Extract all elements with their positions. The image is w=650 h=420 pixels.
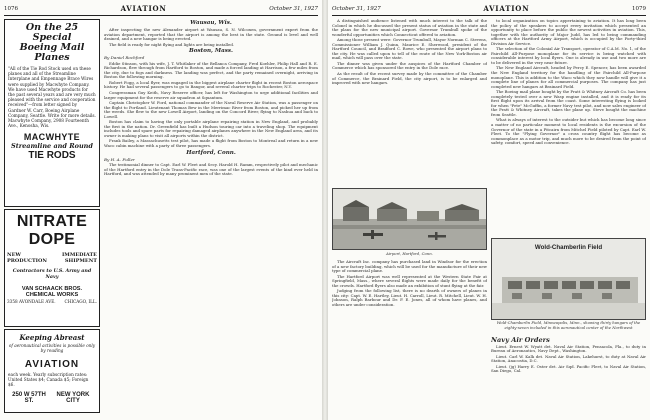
article-paragraph: Robert Fogg, a local flyer, was engaged in the biggest airplane charter flight in recent Boston aerospace history. He had several passengers to go to Bangor, and several charter trips to Rochester, N.Y. bbox=[104, 79, 318, 90]
right-magazine-title: AVIATION bbox=[483, 4, 530, 13]
subscription-ad bbox=[4, 329, 100, 413]
article-paragraph: Judging from the following list, there is no dearth of owners of planes in this city: Capt. W. E. Hartley, Lieut. H. Carroll, Lieut. R. Mitchell, Lieut. W. H. Johnson, Ralph Barbour and Dr. F. E. Jones, all of whom have planes, and others are under consideration. bbox=[332, 288, 487, 307]
macwhyte-brand: MACWHYTE bbox=[23, 132, 81, 143]
hartford-airport-photo bbox=[332, 188, 487, 250]
contractors-line: Contractors to U.S. Army and Navy bbox=[12, 268, 92, 280]
tie-rods-ad bbox=[4, 19, 100, 207]
right-column-2-top bbox=[491, 19, 646, 234]
aviation-street: 250 W 57TH ST. bbox=[12, 392, 46, 404]
keeping-abreast-headline: Keeping Abreast bbox=[19, 333, 85, 342]
nitrate-dope-row bbox=[7, 252, 97, 264]
left-header-rule bbox=[4, 15, 318, 16]
left-article-column bbox=[104, 19, 318, 417]
wold-chamberlin-title: Wold-Chamberlin Field bbox=[534, 244, 603, 251]
article-paragraph: As the result of the recent survey made by the committee of the Chamber of Commerce, the Brainard Field, the city airport, is to be enlarged and improved with new hangars. bbox=[332, 71, 487, 86]
subscription-rates: each week. Yearly subscription rates: United States $4; Canada $5; Foreign $6. bbox=[8, 372, 89, 387]
tie-rods-tagline: Streamline and Round bbox=[11, 142, 93, 151]
wold-chamberlin-photo bbox=[491, 238, 646, 320]
article-paragraph: A distinguished audience listened with much interest to the talk of the Colonel in which he discussed the present status of aviation in the state and the plans for the new municipal airport. Governor Trumbull spoke of the wonderful opportunities which Connecticut offered to aviation. bbox=[332, 19, 487, 37]
article-paragraph: Among those present were: Governor Trumbull, Mayor Norman C. Stevens, Commissioner William J. Quinn, Maurice E. Sherwood, president of the Hartford Council, and Bradford C. Rowe, who presented the airport plans to the city. He was called upon to tell of the route of the New York-Boston air mail, which will pass over the state. bbox=[332, 37, 487, 61]
article-paragraph: What is always of interest to the outsider but which has become long since a matter of no particular moment to local residents is the excursion of the Governor of the state in a Pitcairn from Mitchel Field piloted by Capt. Earl W. Fleet. To the "Flying Governor" a cross country flight has become as commonplace as a motor trip, and much more to be desired from the point of safety, comfort, speed and convenience. bbox=[491, 117, 646, 146]
article-paragraph: Boston has claim to having the only portable airplane repairing station in New England, and probably the first in the nation. Dr. Greenfield has built a Hudson touring car into a traveling shop. The equipment includes tools and spare parts for repairing damaged airplanes anywhere in the New England area, and its owner is making plans to visit all airports within the district. bbox=[104, 119, 318, 138]
article-paragraph: The New England Aircraft, headed by Percy E. Spencer, has been awarded the New England territory for the handling of the Fairchild All-Purpose monoplane. This is addition to the Waco which they now handle will give it a complete line of planes for all commercial purposes. The company has just completed new hangars at Brainard Field. bbox=[491, 65, 646, 89]
right-page-date: October 31, 1927 bbox=[332, 5, 381, 12]
left-page bbox=[0, 0, 322, 420]
byline-hartford: By H. A. Fuller bbox=[104, 156, 135, 162]
right-header-rule bbox=[332, 15, 646, 16]
article-paragraph: The Boeing mail plane bought by the Pratt & Whitney Aircraft Co. has been completely tested over a new Wasp engine installed, and it is ready for its first flight upon its arrival from the coast. Some interesting flying is looked for when "Pete" McGuffin, a former Navy test pilot, and now sales engineer of the Pratt & Whitney Aircraft, takes the plane up. Steve bought the machine from Seattle. bbox=[491, 89, 646, 117]
immediate-shipment-text: IMMEDIATE SHIPMENT bbox=[61, 252, 97, 264]
right-column-1-bottom bbox=[332, 260, 487, 417]
dateline-boston: Boston, Mass. bbox=[189, 48, 233, 55]
aviation-city: NEW YORK CITY bbox=[56, 392, 90, 404]
article-paragraph: Congressman Guy Keith, Navy Reserve officer, has left for Washington to urge additional facilities and larger equipment for the reserve air squadron at Squantum. bbox=[104, 90, 318, 100]
tie-rods-body: "All of the Tie Rod Stock used on these planes and all of the Streamline Interplane and Empennage Brace Wires were supplied by Macwhyte Company. We have used Macwhyte products for the past several years and are very much pleased with the service and cooperation received"—from letter signed by Gardner W. Carr, Boeing Airplane Company, Seattle. Write for more details. Macwhyte Company, 2908 Fourteenth Ave., Kenosha, Wis. bbox=[8, 66, 96, 129]
navy-orders-column bbox=[491, 337, 646, 417]
wold-chamberlin-image bbox=[492, 239, 646, 320]
article-paragraph: The Hartford Airport was well represented at the Western State Fair at Springfield, Mass., where several flights were made daily for the benefit of the crowds. Hartford flyers also made an exhibition of stunt flying at the fair. bbox=[332, 273, 487, 288]
nitrate-dope-title: NITRATE DOPE bbox=[16, 213, 88, 248]
article-paragraph: The testimonial dinner to Capt. Earl W. Fleet and Secy. Harold H. Ramm, respectively pilot and mechanic of the Hartford entry in the Dole Trans-Pacific race, was one of the largest events of the kind ever held in Hartford, and was attended by many prominent men of the state. bbox=[104, 162, 318, 177]
article-paragraph: The field is ready for night flying and lights are being installed. bbox=[109, 41, 235, 47]
article-paragraph: The Aircraft Inc. company has purchased land in Windsor for the erection of a new factory building, which will be used for the manufacture of their new type of commercial plane. bbox=[332, 260, 487, 274]
hartford-airport-caption: Airport, Hartford, Conn. bbox=[386, 251, 433, 256]
right-page-header bbox=[332, 3, 646, 14]
address-street: 3358 AVONDALE AVE. bbox=[7, 299, 56, 304]
new-production-text: NEW PRODUCTION bbox=[7, 252, 47, 264]
article-paragraph: Eddie Stinson, with his wife, J. T. Whitlaker of the Bellanca Company, Fred Koehler, Philip Hall and R. E. Richardson, flew through from Hartford to Boston, and made a forced landing at Harrison, a few miles from the city, due to fogs and darkness. The landing was perfect, and the party remained overnight, arriving in Boston the following morning. bbox=[104, 60, 318, 80]
van-schaack-address bbox=[7, 299, 97, 304]
aviation-brand: AVIATION bbox=[24, 359, 80, 370]
nitrate-dope-ad bbox=[4, 209, 100, 327]
left-page-number: 1076 bbox=[4, 5, 18, 12]
article-paragraph: The selection of the Colonial Air Transport, operator of C.A.M. No. 1, of the Fairchild All-Purpose monoplane for its service is being watched with considerable interest by local flyers. One is already in use and two more are to be delivered in the very near future. bbox=[491, 46, 646, 65]
aviation-address bbox=[8, 392, 96, 404]
left-page-header bbox=[4, 3, 318, 14]
tie-rods-headline: On the 25 Special bbox=[25, 22, 79, 43]
ads-column bbox=[4, 19, 100, 417]
dateline-hartford: Hartford, Conn. bbox=[186, 149, 236, 156]
tie-rods-product: TIE RODS bbox=[28, 150, 76, 162]
address-city: CHICAGO, ILL. bbox=[64, 299, 97, 304]
right-page bbox=[328, 0, 650, 420]
left-magazine-title: AVIATION bbox=[120, 4, 167, 13]
navy-order-item: Lieut. Carl W. Kalk det. Naval Air Station, Lakehurst, to duty at Naval Air Station, Anacostia, D.C. bbox=[491, 353, 646, 364]
van-schaack-company: VAN SCHAACK BROS. CHEMICAL WORKS bbox=[21, 286, 83, 298]
article-paragraph: to local organization on topics appertaining to aviation. It has long been the policy of the speakers to accept every invitation which presented an opportunity to place before the public the newest activities in aviation. This, together with the authority of Major Judd, has led to being commanding officers at the Hartford Army Airport, which is occupied by the Forty-third Division Air Service. bbox=[491, 19, 646, 46]
navy-order-item: Lieut. Ernest W. Wyatt det. Naval Air Station, Pensacola, Fla., to duty in Bureau of Aeronautics, Navy Dept., Washington. bbox=[491, 343, 646, 354]
article-paragraph: The dinner was given under the auspices of the Hartford Chamber of Commerce which has sponsored the entry in the Dole race. bbox=[332, 60, 487, 71]
byline-boston: By Daniel Rochford bbox=[104, 55, 145, 61]
wold-chamberlin-caption: Wold-Chamberlin Field, Minneapolis, Minn., showing thirty hangars of the eighty-seven included in this aeronautical center of the Northwest bbox=[496, 320, 641, 330]
right-column-1-top bbox=[332, 19, 487, 184]
left-page-date: October 31, 1927 bbox=[269, 5, 318, 12]
keeping-abreast-subline: of aeronautical activities is possible only by reading bbox=[8, 343, 96, 353]
article-paragraph: Frank Bailey, a Massachusetts test pilot, has made a flight from Boston to Montreal and return in a new Waco cabin machine with a party of three passengers. bbox=[104, 138, 318, 149]
tie-rods-headline-2: Boeing Mail Planes bbox=[19, 42, 85, 63]
right-page-number: 1079 bbox=[631, 5, 646, 12]
article-paragraph: Captain Christopher W. Ford, national commander of the Naval Reserve Air Station, was a passenger on the flight to Portland. Lieutenant Thomas Bew in the Merrimac River from Boston, and picked her up from the weeds. She flew to the new Lowell Airport, landing on the Concord River, flying to Nashua and back to Lowell. bbox=[104, 100, 318, 119]
dateline-wausau: Wausau, Wis. bbox=[190, 20, 232, 26]
navy-order-item: Lieut. (jg) Harry E. Oster det. Air Sqd. Pacific Fleet, to Naval Air Station, San Diego, Cal. bbox=[491, 363, 646, 374]
article-paragraph: After inspecting the new Alexander airport at Wausau, S. N. Wilcoxen, government expert from the aviation department, reported that the airport is among the best in the state. Ground is level and well drained, and a new hangar is being erected. bbox=[104, 27, 318, 42]
navy-orders-heading: Navy Air Orders bbox=[491, 337, 550, 344]
hartford-airport-image bbox=[333, 189, 487, 250]
